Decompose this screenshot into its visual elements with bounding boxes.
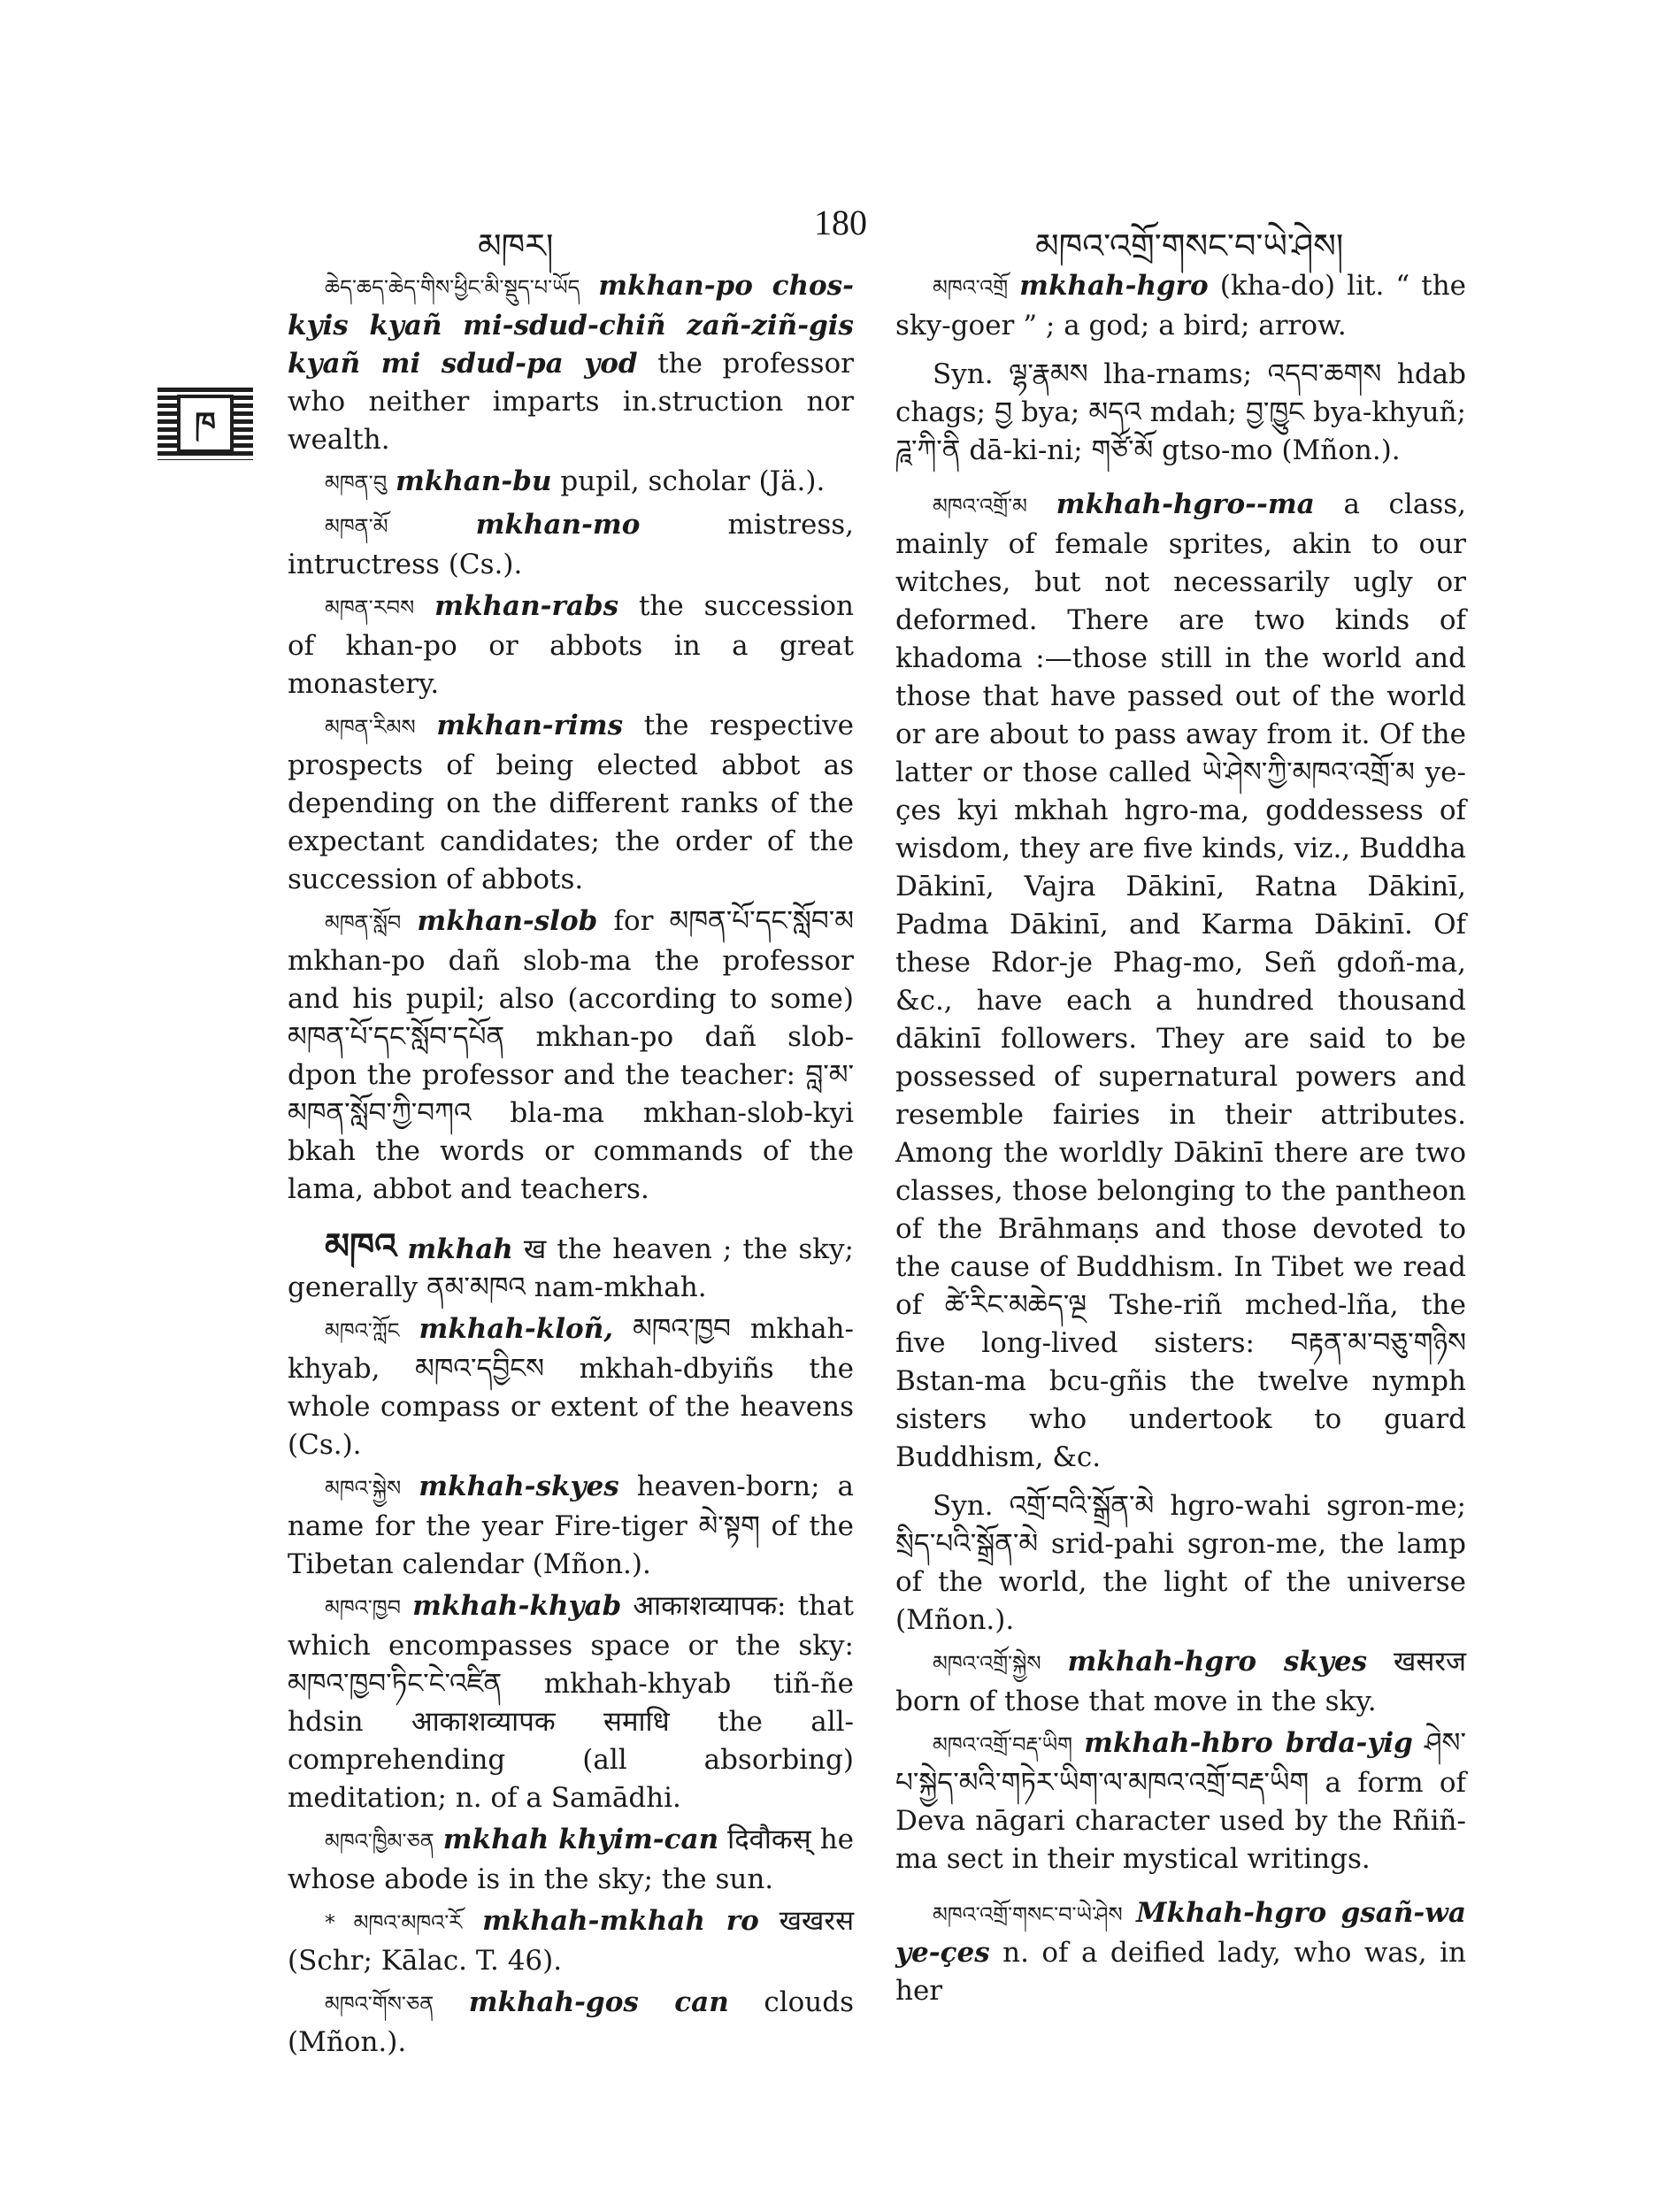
transliteration: mkhan-rabs [434,590,619,622]
tibetan-headword: ཆེད་ཆད་ཆེད་གིས་ཕྱིང་མི་སྡུད་པ་ཡོད [325,275,580,300]
definition: the professor who neither imparts in.struction nor wealth. [288,348,854,456]
transliteration: mkhah [407,1233,513,1265]
definition: ख the heaven ; the sky; generally ནམ་མཁའ nam-mkhah. [288,1233,854,1303]
definition: heaven-born; a name for the year Fire-tiger མེ་སྟག of the Tibetan calendar (Mñon.). [288,1471,855,1580]
tibetan-headword: མཁན་རིམས [325,715,416,740]
dictionary-entry [288,1587,854,1817]
transliteration: mkhan-rims [436,710,624,741]
tibetan-headword: མཁའ་འགྲོ [933,275,1009,300]
definition: མཁའ་ཁྱབ mkhah-khyab, མཁའ་དབྱིངས mkhah-dbyiñs the whole compass or extent of the heavens (Cs.). [288,1313,854,1461]
tibetan-headword: མཁན་མོ [325,514,388,539]
tibetan-headword: མཁའ་འགྲོ་བརྡ་ཡིག [933,1732,1073,1757]
synonyms-prefix: Syn. [933,358,994,390]
synonyms-list: ལྷ་རྣམས lha-rnams; འདབ་ཆགས hdab chags; བྱ bya; མདའ mdah; བྱ་ཁྱུང bya-khyuñ; ཌཱ་ཀི་ནི dā-ki-ni; གཙོ་མོ gtso-mo (Mñon.). [895,358,1466,466]
transliteration: mkhan-bu [395,465,552,497]
thumb-index-tab [157,388,253,460]
tibetan-headword-main: མཁའ [325,1226,397,1267]
tibetan-headword: མཁའ་ཀློང [325,1318,400,1343]
tibetan-headword: མཁའ་འགྲོ་སྐྱེས [933,1651,1041,1676]
tibetan-headword: མཁའ་གོས་ཅན [325,1992,434,2016]
dictionary-entry [288,707,854,899]
transliteration: mkhah-hgro--ma [1056,488,1315,520]
dictionary-entry [288,1902,854,1980]
definition: n. of a deified lady, who was, in her [895,1937,1466,2007]
dictionary-entry [288,1310,854,1464]
synonyms-list: འགྲོ་བའི་སྒྲོན་མེ hgro-wahi sgron-me; སྲིད་པའི་སྒྲོན་མེ srid-pahi sgron-me, the lamp of the world, the light of the universe (Mñon.). [895,1490,1466,1636]
dictionary-entry [895,1724,1466,1878]
transliteration: mkhah-skyes [419,1471,619,1502]
transliteration: mkhah-hgro skyes [1067,1646,1368,1678]
dictionary-entry [288,1821,854,1899]
transliteration: mkhah-kloñ, [419,1313,614,1345]
dictionary-entry [288,1468,854,1584]
tibetan-headword: མཁའ་ཁྱབ [325,1595,401,1620]
transliteration: mkhah khyim-can [442,1824,719,1855]
synonyms-entry [895,1487,1466,1640]
transliteration: mkhah-hgro [1019,270,1209,302]
definition: खसरज born of those that move in the sky. [895,1646,1466,1717]
definition: the succession of khan-po or abbots in a great monastery. [288,590,854,700]
header-left-headword: མཁར། [478,227,554,265]
tibetan-headword: མཁའ་སྐྱེས [325,1476,402,1501]
definition: mistress, intructress (Cs.). [288,509,855,580]
definition: pupil, scholar (Jä.). [560,465,826,497]
dictionary-entry [288,506,854,584]
definition: दिवौकस् he whose abode is in the sky; the sun. [288,1824,855,1895]
page-number: 180 [814,203,867,242]
dictionary-entry [895,267,1466,345]
dictionary-entry [895,1894,1466,2010]
tibetan-headword: མཁའ་འགྲོ་གསང་བ་ཡེ་ཤེས [933,1902,1123,1927]
synonyms-entry [895,356,1466,470]
transliteration: mkhah-mkhah ro [482,1905,759,1937]
dictionary-entry [288,463,854,503]
thumb-index-label: ཁ [177,395,234,453]
transliteration: mkhan-slob [417,905,598,937]
definition: खखरस (Schr; Kālac. T. 46). [288,1905,855,1977]
header-right-headword: མཁའ་འགྲོ་གསང་བ་ཡེ་ཤེས། [1035,227,1344,265]
definition: a class, mainly of female sprites, akin to our witches, but not necessarily ugly or deformed. There are two kinds of khadoma :—those still in the world and those that have passed out of the world or are about to pass away from it. Of the latter or those called ཡེ་ཤེས་ཀྱི་མཁའ་འགྲོ་མ ye-çes kyi mkhah hgro-ma, goddessess of wisdom, they are five kinds, viz., Buddha Dākinī, Vajra Dākinī, Ratna Dākinī, Padma Dākinī, and Karma Dākinī. Of these Rdor-je Phag-mo, Señ gdoñ-ma, &c., have each a hundred thousand dākinī followers. They are said to be possessed of supernatural powers and resemble fairies in their attributes. Among the worldly Dākinī there are two classes, those belonging to the pantheon of the Brāhmaṇs and those devoted to the cause of Buddhism. In Tibet we read of ཚེ་རིང་མཆེད་ལྔ Tshe-riñ mched-lña, the five long-lived sisters: བརྟན་མ་བཅུ་གཉིས Bstan-ma bcu-gñis the twelve nymph sisters who undertook to guard Buddhism, &c. [895,488,1466,1473]
transliteration: mkhah-gos can [468,1986,729,2018]
definition: the respective prospects of being elected abbot as depending on the different ranks of the expectant candidates; the order of the succession of abbots. [288,710,854,895]
dictionary-entry [288,1984,854,2062]
dictionary-entry-main [288,1228,854,1307]
dictionary-entry [895,1643,1466,1721]
definition: (kha-do) lit. “ the sky-goer ” ; a god; a bird; arrow. [895,270,1467,342]
dictionary-entry [288,267,854,459]
tibetan-headword: མཁན་བུ [325,471,388,495]
tibetan-headword: མཁན་སློབ [325,910,402,935]
definition: clouds (Mñon.). [288,1986,854,2058]
tibetan-headword: མཁན་རབས [325,595,415,620]
definition: आकाशव्यापक: that which encompasses space or the sky: མཁའ་ཁྱབ་ཏིང་ངེ་འཛིན mkhah-khyab tiñ-ñe hdsin आकाशव्यापक समाधि the all-comprehending (all absorbing) meditation; n. of a Samādhi. [288,1590,854,1814]
synonyms-prefix: Syn. [933,1490,994,1522]
transliteration: mkhah-khyab [412,1590,622,1622]
page-header [0,202,1659,265]
tibetan-headword: * མཁའ་མཁའ་རོ [325,1910,463,1935]
transliteration: mkhan-mo [475,509,641,541]
dictionary-entry [288,588,854,703]
transliteration: Mkhah-hgro gsañ-wa ye-çes [895,1897,1466,1969]
transliteration: mkhah-hbro brda-yig [1084,1727,1413,1759]
transliteration: mkhan-po chos-kyis kyañ mi-sdud-chiñ zañ-ziñ-gis kyañ mi sdud-pa yod [288,270,854,380]
dictionary-entry [288,902,854,1209]
definition: for མཁན་པོ་དང་སློབ་མ mkhan-po dañ slob-ma the professor and his pupil; also (according to some) མཁན་པོ་དང་སློབ་དཔོན mkhan-po dañ slob-dpon the professor and the teacher: བླ་མ་མཁན་སློབ་ཀྱི་བཀའ bla-ma mkhan-slob-kyi bkah the words or commands of the lama, abbot and teachers. [288,905,854,1205]
tibetan-headword: མཁའ་ཁྱིམ་ཅན [325,1829,434,1854]
right-column [895,267,1466,2014]
definition: ཤེས་པ་སྐྱེད་མའི་གཏེར་ཡིག་ལ་མཁའ་འགྲོ་བརྡ་ཡིག a form of Deva nāgari character used by the Rñiñ-ma sect in their mystical writings. [895,1727,1466,1875]
left-column [288,267,854,2065]
dictionary-entry [895,486,1466,1477]
tibetan-headword: མཁའ་འགྲོ་མ [933,494,1027,518]
